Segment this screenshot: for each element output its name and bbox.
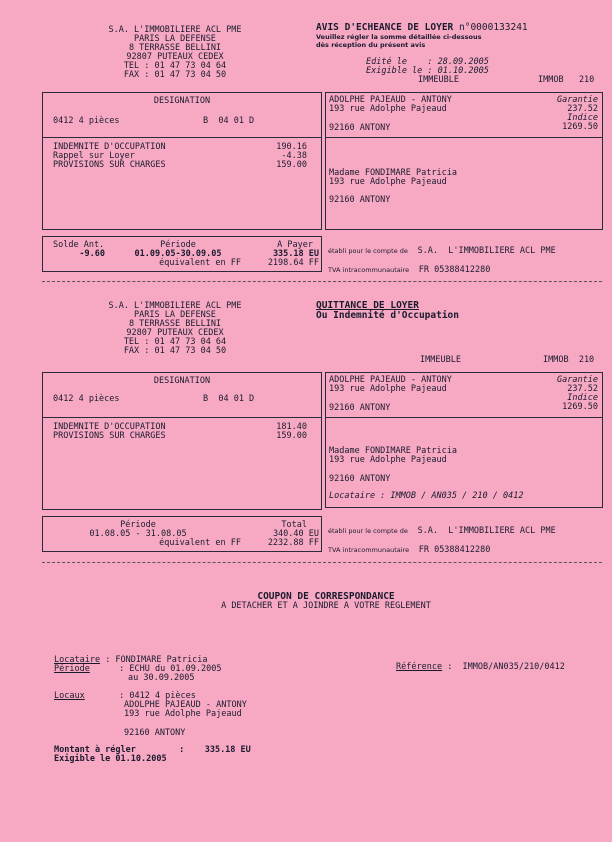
garantie-value: 237.52 bbox=[567, 384, 598, 394]
divider bbox=[326, 137, 602, 138]
owner-name: ADOLPHE PAJEAUD - ANTONY bbox=[329, 375, 452, 385]
solde-label: Solde Ant. bbox=[53, 240, 105, 250]
owner-street: 193 rue Adolphe Pajeaud bbox=[329, 104, 447, 114]
company-fax: FAX : 01 47 73 04 50 bbox=[123, 346, 227, 356]
montant-label: Montant à régler bbox=[54, 745, 136, 755]
cut-line bbox=[42, 281, 602, 282]
designation-lot-code: B 04 01 D bbox=[203, 394, 255, 404]
tenant-name: Madame FONDIMARE Patricia bbox=[329, 168, 457, 178]
quittance-title: QUITTANCE DE LOYER bbox=[316, 300, 419, 311]
quittance-immob: IMMOB 210 bbox=[543, 355, 595, 365]
company-city: PARIS LA DEFENSE bbox=[134, 34, 216, 44]
owner-city: 92160 ANTONY bbox=[329, 123, 391, 133]
periode-value: 01.08.05 - 31.08.05 bbox=[89, 529, 187, 539]
divider bbox=[43, 137, 321, 138]
notice-exigible: Exigible le : 01.10.2005 bbox=[366, 66, 489, 76]
coupon-exigible: Exigible le 01.10.2005 bbox=[54, 754, 167, 764]
charge-line-amount: 181.40 bbox=[276, 422, 307, 432]
notice-immob: IMMOB 210 bbox=[538, 75, 595, 85]
notice-totals-box bbox=[42, 236, 322, 272]
tenant-city: 92160 ANTONY bbox=[329, 195, 391, 205]
tva-value: FR 05388412280 bbox=[418, 545, 491, 555]
locataire-value: : FONDIMARE Patricia bbox=[105, 655, 208, 665]
charge-line-amount: 159.00 bbox=[276, 160, 307, 170]
tva-line bbox=[328, 257, 490, 276]
designation-lot: 0412 4 pièces bbox=[53, 116, 120, 126]
company-name: S.A. L'IMMOBILIERE ACL PME bbox=[108, 25, 242, 35]
ff-value: 2198.64 FF bbox=[267, 258, 319, 268]
designation-lot-code: B 04 01 D bbox=[203, 116, 255, 126]
compte-label: établi pour le compte de bbox=[328, 527, 408, 535]
garantie-value: 237.52 bbox=[567, 104, 598, 114]
coupon-reference bbox=[396, 663, 565, 672]
indice-value: 1269.50 bbox=[562, 122, 598, 132]
tenant-street: 193 rue Adolphe Pajeaud bbox=[329, 455, 447, 465]
indice-label: Indice bbox=[567, 393, 598, 403]
notice-number: n°0000133241 bbox=[459, 22, 528, 33]
compte-line bbox=[328, 518, 556, 537]
company-name: S.A. L'IMMOBILIERE ACL PME bbox=[108, 301, 242, 311]
notice-designation-box bbox=[42, 92, 322, 230]
locaux-label: Locaux bbox=[54, 691, 85, 701]
tva-value: FR 05388412280 bbox=[418, 265, 491, 275]
coupon-locaux-owner: ADOLPHE PAJEAUD - ANTONY bbox=[124, 700, 247, 710]
coupon-subtitle: A DETACHER ET A JOINDRE A VOTRE REGLEMENT bbox=[221, 601, 431, 611]
charge-line-label: INDEMNITE D'OCCUPATION bbox=[53, 422, 166, 432]
periode-label: Période bbox=[54, 664, 90, 674]
periode-label: Période bbox=[120, 520, 156, 530]
quittance-designation-box bbox=[42, 372, 322, 510]
quittance-subtitle: Ou Indemnité d'Occupation bbox=[316, 310, 459, 321]
reference-value: : IMMOB/AN035/210/0412 bbox=[447, 662, 565, 672]
locaux-value: : 0412 4 pièces bbox=[119, 691, 196, 701]
designation-lot: 0412 4 pièces bbox=[53, 394, 120, 404]
solde-value: -9.60 bbox=[79, 249, 105, 259]
equiv-label: équivalent en FF bbox=[159, 258, 241, 268]
company-header bbox=[100, 302, 250, 356]
charge-line-label: PROVISIONS SUR CHARGES bbox=[53, 160, 166, 170]
ff-value: 2232.88 FF bbox=[267, 538, 319, 548]
apayer-label: A Payer bbox=[277, 240, 313, 250]
owner-city: 92160 ANTONY bbox=[329, 403, 391, 413]
notice-edite: Edité le : 28.09.2005 bbox=[366, 57, 489, 67]
tenant-city: 92160 ANTONY bbox=[329, 474, 391, 484]
indice-label: Indice bbox=[567, 113, 598, 123]
quittance-totals-box bbox=[42, 516, 322, 552]
garantie-label: Garantie bbox=[557, 375, 598, 385]
tva-label: TVA intracommunautaire bbox=[328, 546, 410, 554]
notice-owner-box bbox=[325, 92, 603, 230]
company-street: 8 TERRASSE BELLINI bbox=[128, 319, 222, 329]
charge-line-label: INDEMNITE D'OCCUPATION bbox=[53, 142, 166, 152]
company-tel: TEL : 01 47 73 04 64 bbox=[123, 337, 227, 347]
charge-line-label: PROVISIONS SUR CHARGES bbox=[53, 431, 166, 441]
apayer-value: 335.18 EU bbox=[272, 249, 319, 259]
tenant-name: Madame FONDIMARE Patricia bbox=[329, 446, 457, 456]
total-value: 340.40 EU bbox=[272, 529, 319, 539]
owner-street: 193 rue Adolphe Pajeaud bbox=[329, 384, 447, 394]
compte-label: établi pour le compte de bbox=[328, 247, 408, 255]
periode-value: 01.09.05-30.09.05 bbox=[134, 249, 222, 259]
charge-line-label: Rappel sur Loyer bbox=[53, 151, 135, 161]
quittance-immeuble: IMMEUBLE bbox=[420, 355, 461, 365]
notice-immeuble: IMMEUBLE bbox=[418, 75, 459, 85]
owner-name: ADOLPHE PAJEAUD - ANTONY bbox=[329, 95, 452, 105]
locataire-label: Locataire bbox=[54, 655, 101, 665]
quittance-owner-box bbox=[325, 372, 603, 508]
company-tel: TEL : 01 47 73 04 64 bbox=[123, 61, 227, 71]
company-city: PARIS LA DEFENSE bbox=[134, 310, 216, 320]
charge-line-amount: 159.00 bbox=[276, 431, 307, 441]
coupon-periode-end: au 30.09.2005 bbox=[128, 673, 195, 683]
divider bbox=[43, 417, 321, 418]
tenant-street: 193 rue Adolphe Pajeaud bbox=[329, 177, 447, 187]
company-header bbox=[100, 26, 250, 80]
charge-line-amount: 190.16 bbox=[276, 142, 307, 152]
equiv-label: équivalent en FF bbox=[159, 538, 241, 548]
montant-value: : 335.18 EU bbox=[179, 745, 251, 755]
locataire-line: Locataire : IMMOB / AN035 / 210 / 0412 bbox=[329, 491, 524, 501]
compte-value: S.A. L'IMMOBILIERE ACL PME bbox=[417, 526, 556, 536]
notice-sub2: dès réception du présent avis bbox=[316, 41, 426, 49]
designation-header: DESIGNATION bbox=[153, 376, 211, 386]
periode-label: Période bbox=[160, 240, 196, 250]
tva-line bbox=[328, 537, 490, 556]
compte-value: S.A. L'IMMOBILIERE ACL PME bbox=[417, 246, 556, 256]
company-postal: 92807 PUTEAUX CEDEX bbox=[126, 328, 224, 338]
reference-label: Référence bbox=[396, 662, 443, 672]
garantie-label: Garantie bbox=[557, 95, 598, 105]
indice-value: 1269.50 bbox=[562, 402, 598, 412]
total-label: Total bbox=[281, 520, 307, 530]
tva-label: TVA intracommunautaire bbox=[328, 266, 410, 274]
periode-value: : ECHU du 01.09.2005 bbox=[119, 664, 222, 674]
coupon-title: COUPON DE CORRESPONDANCE bbox=[257, 591, 395, 602]
coupon-locaux-city: 92160 ANTONY bbox=[124, 728, 186, 738]
notice-title: AVIS D'ECHEANCE DE LOYER n°0000133241 bbox=[316, 22, 528, 33]
company-street: 8 TERRASSE BELLINI bbox=[128, 43, 222, 53]
divider bbox=[326, 417, 602, 418]
company-postal: 92807 PUTEAUX CEDEX bbox=[126, 52, 224, 62]
coupon-locaux-street: 193 rue Adolphe Pajeaud bbox=[124, 709, 242, 719]
charge-line-amount: -4.38 bbox=[281, 151, 307, 161]
company-fax: FAX : 01 47 73 04 50 bbox=[123, 70, 227, 80]
compte-line bbox=[328, 238, 556, 257]
cut-line bbox=[42, 562, 602, 563]
notice-sub1: Veuillez régler la somme détaillée ci-dessous bbox=[316, 33, 482, 41]
designation-header: DESIGNATION bbox=[153, 96, 211, 106]
